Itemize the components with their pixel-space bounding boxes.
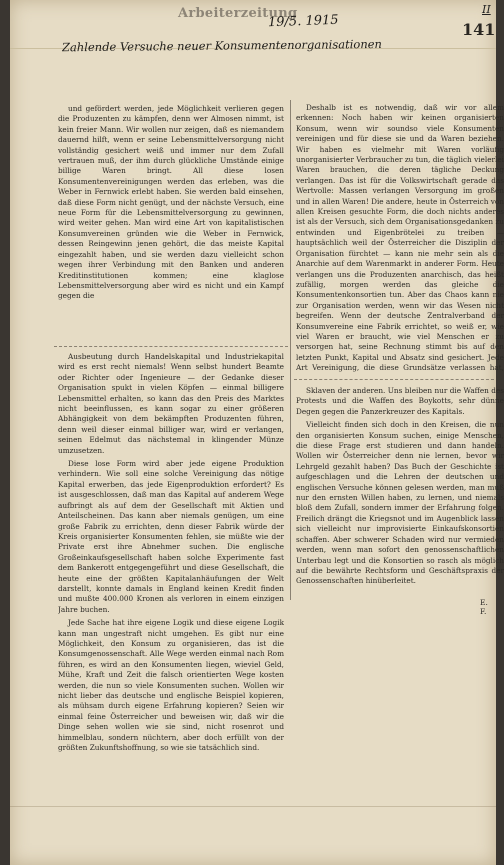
paragraph: Jede Sache hat ihre eigene Logik und diese eigene Logik kann man ungestraft nicht umgehen. Es gibt nur eine Möglichkeit, den Konsum zu organisieren, das ist die Konsumgenossenschaft. Alle Wege werden einmal nach Rom führen, es wird an den Konsumenten liegen, wieviel Geld, Mühe, Kraft und Zeit die falsch orientierten Wege kosten werden, die nun so viele Konsumenten suchen. Wollen wir nicht lieber das deutsche und englische Beispiel kopieren, als mühsam durch eigene Erfahrung kopieren? Seien wir einmal feine Österreicher und beweisen wir, daß wir die Dinge sehen wollen wie sie sind, nicht rosenrot und himmelblau, sondern nüchtern, aber doch erfüllt von der größten Zukunftshoffnung, so wie sie tatsächlich sind.	[58, 618, 284, 753]
paragraph: Deshalb ist es notwendig, daß wir vor allem erkennen: Noch haben wir keinen organisierten Konsum, wenn wir soundso viele Konsumenten vereinigen und für diese sie und da Waren beziehen. Wir haben es vielmehr mit Waren vorläufig unorganisierter Verbraucher zu tun, die täglich vielerlei Waren brauchen, die deren tägliche Deckung verlangen. Das ist für die Volkswirtschaft gerade das Wertvolle: Massen verlangen Versorgung im großen und in allen Waren! Die andere, heute in Österreich von allen Kreisen gesuchte Form, die doch nichts anderes ist als der Versuch, sich dem Organisationsgedanken zu entwinden und Eigenbrötelei zu treiben — hauptsächlich weil der Österreicher die Disziplin der Organisation fürchtet — kann nie mehr sein als die Anarchie auf dem Warenmarkt in anderer Form. Heute verlangen uns die Produzenten anarchisch, das heißt zufällig, morgen werden das gleiche die Konsumentenkonsortien tun. Aber das Chaos kann nie zur Organisation werden, wenn wir das Wesen nicht begreifen. Wenn der deutsche Zentralverband der Konsumvereine eine Fabrik errichtet, so weiß er, wie viel Waren er braucht, wie viel Menschen er zu versorgen hat, seine Rechnung stimmt bis auf den letzten Punkt, Kapital und Absatz sind gesichert. Jede Art Vereinigung, die diese Grundsätze verlassen hat,	[296, 103, 504, 373]
page-mark: II	[482, 3, 491, 16]
masthead: Arbeiterzeitung	[178, 6, 298, 21]
paragraph: Sklaven der anderen. Uns bleiben nur die Waffen des Protests und die Waffen des Boykotts, sehr dünne Degen gegen die Panzerkreuzer des Kapitals.	[296, 386, 504, 416]
handwritten-title: Zahlende Versuche neuer Konsumentenorganisationen	[61, 36, 382, 55]
paragraph: Diese lose Form wird aber jede eigene Produktion verhindern. Wie soll eine solche Vereinigung das nötige Kapital erwerben, das jede Eigenproduktion erfordert? Es ist ausgeschlossen, daß man das Kapital auf anderem Wege aufbringt als auf dem der Gesellschaft mit Aktien und Anteilscheinen. Das kann aber niemals genügen, um eine große Fabrik zu errichten, denn dieser Fabrik würde der Kreis organisierter Konsumenten fehlen, sie müßte wie der Private erst ihre Abnehmer suchen. Die englische Großeinkaufsgesellschaft haben solche Experimente fast dem Bankerott entgegengeführt und diese Gesellschaft, die heute eine der größten Kapitalanhäufungen der Welt darstellt, konnte damals in England keinen Kredit finden und mußte 400.000 Kronen als verloren in einem einzigen Jahre buchen.	[58, 459, 284, 614]
paragraph: und gefördert werden, jede Möglichkeit verlieren gegen die Produzenten zu kämpfen, denn wer Almosen nimmt, ist kein freier Mann. Wir wollen nur zeigen, daß es niemandem dauernd hilft, wenn er seine Lebensmittelversorgung nicht vollständig gesichert weiß und immer nur dem Zufall vertrauen muß, der ihm durch glückliche Umstände einige billige Waren bringt. All diese losen Konsumentenvereinigungen werden das erleben, was die Weber in Fernwick erlebt haben. Sie werden bald einsehen, daß diese Form nicht genügt, und der nächste Versuch, eine neue Form für die Lebensmittelversorgung zu gewinnen, wird weiter gehen. Man wird eine Art von kapitalistischen Konsumvereinen gründen wie die Weber in Fernwick, dessen Reingewinn jenen gehört, die das meiste Kapital eingezahlt haben, und sie werden dazu vielleicht schon wegen ihrer Verbindung mit den Banken und anderen Kreditinstitutionen kommen; eine klaglose Lebensmittelversorgung aber wird es nicht und ein Kampf gegen die	[58, 104, 284, 301]
paragraph: Vielleicht finden sich doch in den Kreisen, die nun den organisierten Konsum suchen, einige Menschen, die diese Frage erst studieren und dann handeln. Wollen wir Österreicher denn nie lernen, bevor wir Lehrgeld gezahlt haben? Das Buch der Geschichte ist aufgeschlagen und die Lehren der deutschen und englischen Versuche können gelesen werden, man muß nur den ernsten Willen haben, zu lernen, und niemals bloß dem Zufall, sondern immer der Erfahrung folgen. Freilich drängt die Kriegsnot und im Augenblick lassen sich vielleicht nur improvisierte Einkaufskonsortien schaffen. Aber schwerer Schaden wird nur vermieden werden, wenn man sofort den genossenschaftlichen Unterbau legt und die Konsortien so rasch als möglich auf die bewährte Rechtsform und Geschäftspraxis der Genossenschaften hinüberleitet.	[296, 420, 504, 586]
column-divider	[54, 346, 288, 347]
page-number: 141	[462, 20, 496, 39]
column-rule	[290, 100, 291, 600]
paragraph: Ausbeutung durch Handelskapital und Industriekapital wird es erst recht niemals! Wenn selbst hundert Beamte oder Richter oder Ingenieure — der Gedanke dieser Organisation spukt in vielen Köpfen — einmal billigere Lebensmittel erhalten, so kann das den Preis des Marktes nicht beeinflussen, es kann sogar zu einer größeren Abhängigkeit von dem bekämpften Produzenten führen, denn weil dieser einmal billiger war, wird er verlangen, seinen Edelmut das nächstemal in klingender Münze umzusetzen.	[58, 352, 284, 455]
paper-crease	[10, 806, 496, 807]
column-divider	[294, 379, 494, 380]
author-signature: E. F.	[480, 598, 488, 616]
newspaper-clipping-sheet	[10, 0, 504, 865]
handwritten-date: 19/5. 1915	[267, 12, 339, 31]
left-column-bottom	[58, 352, 284, 798]
left-column-top	[58, 104, 284, 342]
right-column-bottom	[296, 386, 504, 594]
right-column-top	[296, 103, 504, 373]
